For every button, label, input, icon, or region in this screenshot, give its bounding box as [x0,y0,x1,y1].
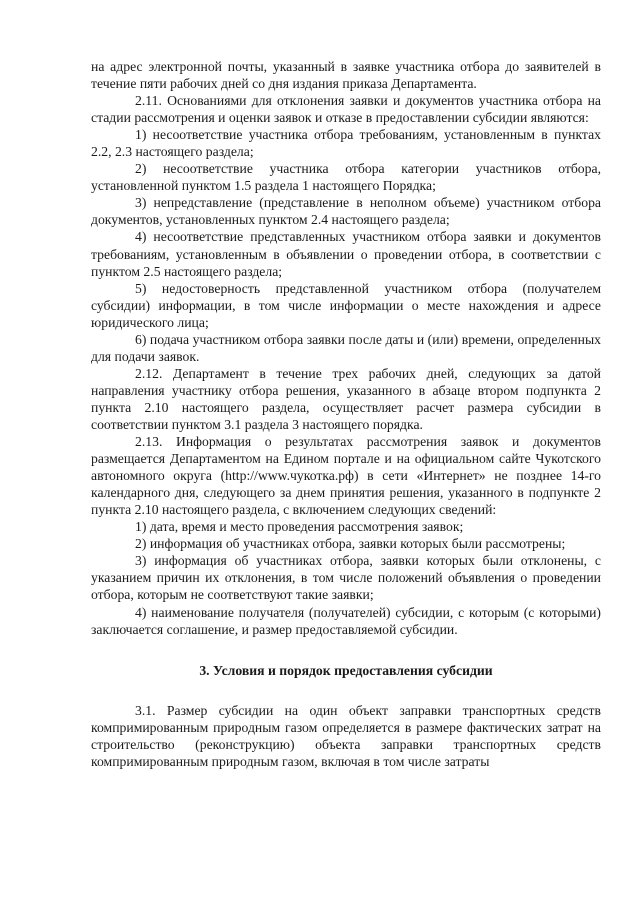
list-item: 6) подача участником отбора заявки после даты и (или) времени, определенных для подачи заявок. [91,331,601,364]
paragraphs-after [91,702,601,770]
list-item: 1) дата, время и место проведения рассмотрения заявок; [135,519,464,535]
paragraph-3-1: 3.1. Размер субсидии на один объект заправки транспортных средств компримированным природным газом определяется в размере фактических затрат на строительство (реконструкцию) объекта заправки транспортных средств компримированным природным газом, включая в том числе затраты [91,702,601,769]
list-item: 5) недостоверность представленной участником отбора (получателем субсидии) информации, в том числе информации о месте нахождения и адресе юридического лица; [91,280,601,330]
section-heading: 3. Условия и порядок предоставления субсидии [199,662,493,678]
paragraph-2-12: 2.12. Департамент в течение трех рабочих дней, следующих за датой направления участнику отбора решения, указанного в абзаце втором подпункта 2 пункта 2.10 настоящего раздела, осуществляет расчет размера субсидии в соответствии пунктом 3.1 раздела 3 настоящего порядка. [91,365,601,432]
list-item: 4) наименование получателя (получателей) субсидии, с которым (с которыми) заключается соглашение, и размер предоставляемой субсидии. [91,604,601,637]
document-page [91,58,601,770]
paragraph-2-13: 2.13. Информация о результатах рассмотрения заявок и документов размещается Департаментом на Едином портале и на официальном сайте Чукотского автономного округа (http://www.чукотка.рф) в сети «Интернет» не позднее 14-го календарного дня, следующего за днем принятия решения, указанного в подпункте 2 пункта 2.10 настоящего раздела, с включением следующих сведений: [91,434,601,518]
paragraph: на адрес электронной почты, указанный в заявке участника отбора до заявителей в течение пяти рабочих дней со дня издания приказа Департамента. [91,59,601,92]
list-item: 4) несоответствие представленных участником отбора заявки и документов требованиям, установленным в объявлении о проведении отбора, в соответствии с пунктом 2.5 настоящего раздела; [91,229,601,279]
paragraph-2-11: 2.11. Основаниями для отклонения заявки и документов участника отбора на стадии рассмотрения и оценки заявок и отказе в предоставлении субсидии являются: [91,93,601,126]
list-item: 3) информация об участниках отбора, заявки которых были отклонены, с указанием причин их отклонения, в том числе положений объявления о проведении отбора, которым не соответствуют такие заявки; [91,553,601,603]
paragraphs-before [91,58,601,638]
list-item: 1) несоответствие участника отбора требованиям, установленным в пунктах 2.2, 2.3 настоящего раздела; [91,127,601,160]
list-item: 3) непредставление (представление в неполном объеме) участником отбора документов, установленных пунктом 2.4 настоящего раздела; [91,195,601,228]
list-item: 2) информация об участниках отбора, заявки которых были рассмотрены; [135,536,566,552]
list-item: 2) несоответствие участника отбора категории участников отбора, установленной пунктом 1.5 раздела 1 настоящего Порядка; [91,161,601,194]
